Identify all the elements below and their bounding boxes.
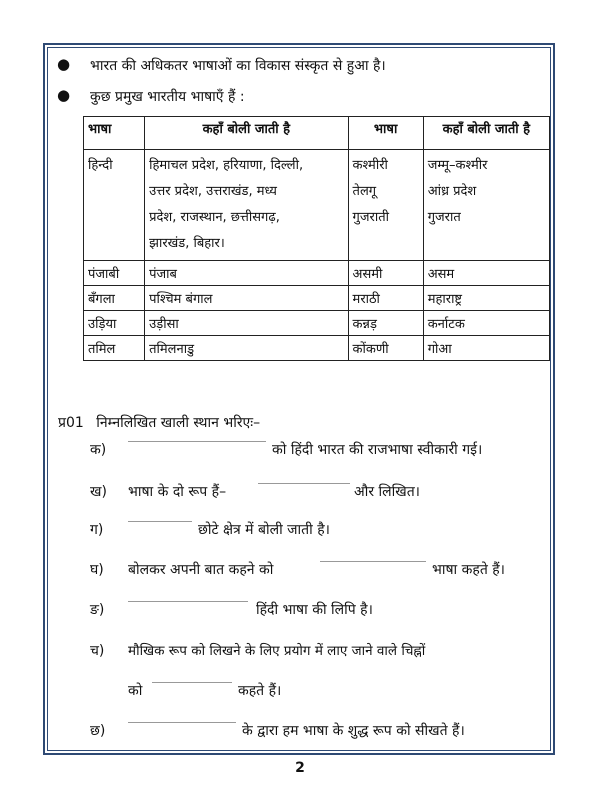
answer-blank[interactable] (152, 681, 232, 683)
bullet-text-2: कुछ प्रमुख भारतीय भाषाएँ हैं : (90, 89, 245, 105)
answer-blank[interactable] (128, 520, 192, 522)
table-row (84, 261, 550, 286)
cell-language: तमिल (84, 336, 145, 361)
cell-language: कश्मीरी तेलगू गुजराती (348, 150, 423, 261)
cell-region: महाराष्ट्र (423, 286, 549, 311)
cell-language: कोंकणी (348, 336, 423, 361)
answer-blank[interactable] (128, 600, 248, 602)
answer-blank[interactable] (128, 721, 236, 723)
cell-region: हिमाचल प्रदेश, हरियाणा, दिल्ली, उत्तर प्रदेश, उत्तराखंड, मध्य प्रदेश, राजस्थान, छत्तीसगढ़, झारखंड, बिहार। (145, 150, 348, 261)
exercise-heading (58, 413, 260, 432)
cell-language: पंजाबी (84, 261, 145, 286)
cell-language: मराठी (348, 286, 423, 311)
cell-language: हिन्दी (84, 150, 145, 261)
language-table (83, 116, 550, 361)
header-language-2: भाषा (348, 117, 423, 150)
cell-region: गोआ (423, 336, 549, 361)
page-number: 2 (295, 760, 305, 776)
cell-region: कर्नाटक (423, 311, 549, 336)
table-header-row (84, 117, 550, 150)
table-row (84, 150, 550, 261)
header-region-1: कहाँ बोली जाती है (145, 117, 348, 150)
answer-blank[interactable] (258, 482, 350, 484)
question-number: प्र01 (58, 415, 84, 431)
table-row (84, 311, 550, 336)
header-language-1: भाषा (84, 117, 145, 150)
cell-region: असम (423, 261, 549, 286)
cell-region: उड़ीसा (145, 311, 348, 336)
bullet-dot-2: ● (57, 86, 71, 104)
table-row (84, 286, 550, 311)
cell-language: उड़िया (84, 311, 145, 336)
cell-region: जम्मू–कश्मीर आंध्र प्रदेश गुजरात (423, 150, 549, 261)
bullet-dot-1: ● (57, 55, 71, 73)
cell-region: पश्चिम बंगाल (145, 286, 348, 311)
cell-language: असमी (348, 261, 423, 286)
answer-blank[interactable] (320, 560, 426, 562)
cell-region: तमिलनाडु (145, 336, 348, 361)
cell-language: बँगला (84, 286, 145, 311)
header-region-2: कहाँ बोली जाती है (423, 117, 549, 150)
question-title: निम्नलिखित खाली स्थान भरिएः– (96, 415, 261, 431)
table-row (84, 336, 550, 361)
cell-language: कन्नड़ (348, 311, 423, 336)
bullet-text-1: भारत की अधिकतर भाषाओं का विकास संस्कृत से हुआ है। (90, 58, 386, 74)
answer-blank[interactable] (128, 440, 266, 442)
cell-region: पंजाब (145, 261, 348, 286)
